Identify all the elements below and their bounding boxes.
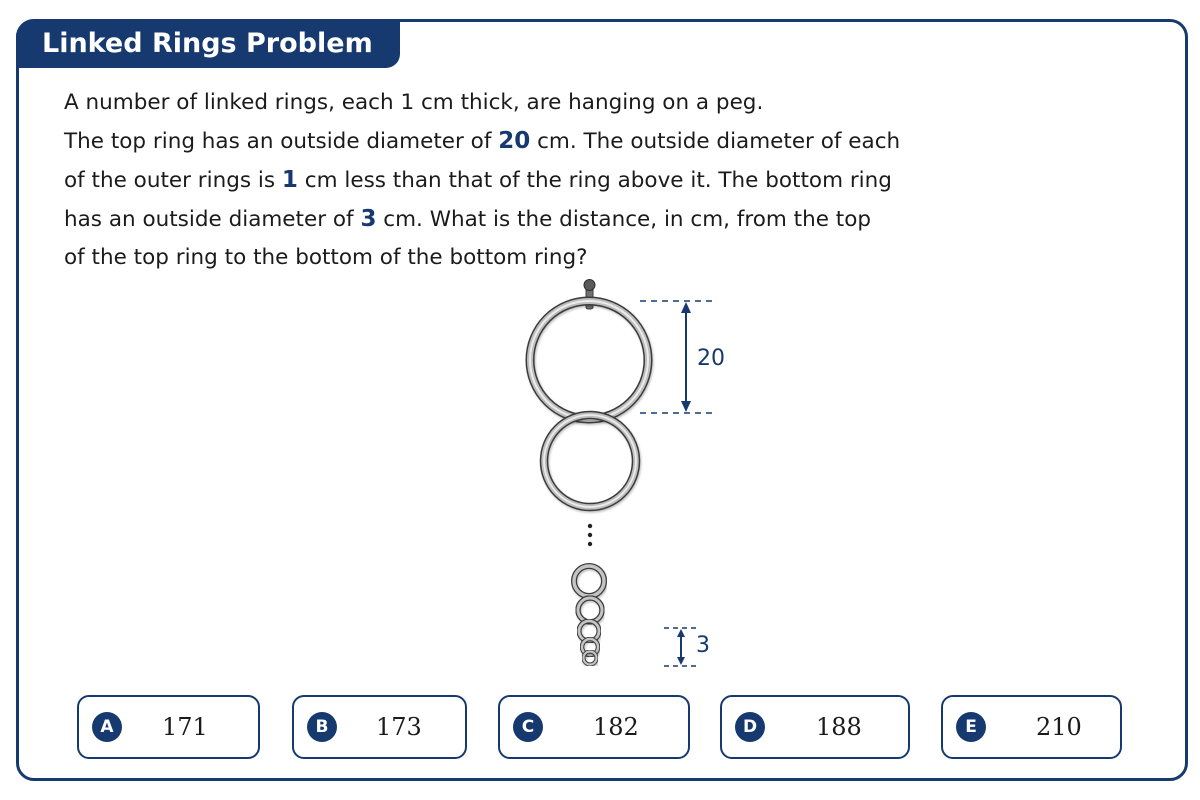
choice-b-letter: B [307, 712, 337, 742]
question-line-2 [64, 122, 984, 161]
choice-e-value: 210 [1036, 713, 1082, 741]
choice-b-value: 173 [376, 713, 422, 741]
question-line-1: A number of linked rings, each 1 cm thick, are hanging on a peg. [64, 90, 764, 115]
top-dimension-label: 20 [697, 346, 725, 371]
choice-d-button[interactable] [720, 695, 910, 759]
bottom-diameter-value: 3 [360, 206, 377, 232]
question-line-3-start: of the outer rings is [64, 168, 282, 193]
choice-b-button[interactable] [292, 695, 467, 759]
choice-c-letter: C [513, 712, 543, 742]
question-line-4 [64, 200, 984, 239]
question-line-3 [64, 161, 984, 200]
question-line-4-end: cm. What is the distance, in cm, from the top [376, 207, 872, 232]
choice-d-letter: D [735, 712, 765, 742]
top-diameter-value: 20 [498, 128, 531, 154]
question-text [64, 84, 984, 277]
choice-c-value: 182 [593, 713, 639, 741]
question-line-2-end: cm. The outside diameter of each [530, 129, 901, 154]
choice-a-value: 171 [162, 713, 208, 741]
question-line-3-end: cm less than that of the ring above it. The bottom ring [297, 168, 892, 193]
choice-d-value: 188 [816, 713, 862, 741]
choice-a-button[interactable] [77, 695, 260, 759]
question-line-5: of the top ring to the bottom of the bottom ring? [64, 245, 588, 270]
choice-c-button[interactable] [498, 695, 690, 759]
question-line-2-start: The top ring has an outside diameter of [64, 129, 499, 154]
bottom-dimension-label: 3 [696, 633, 710, 658]
choice-e-letter: E [956, 712, 986, 742]
choice-a-letter: A [92, 712, 122, 742]
problem-title: Linked Rings Problem [16, 19, 400, 68]
choice-e-button[interactable] [941, 695, 1122, 759]
decrement-value: 1 [281, 167, 298, 193]
question-line-4-start: has an outside diameter of [64, 207, 361, 232]
